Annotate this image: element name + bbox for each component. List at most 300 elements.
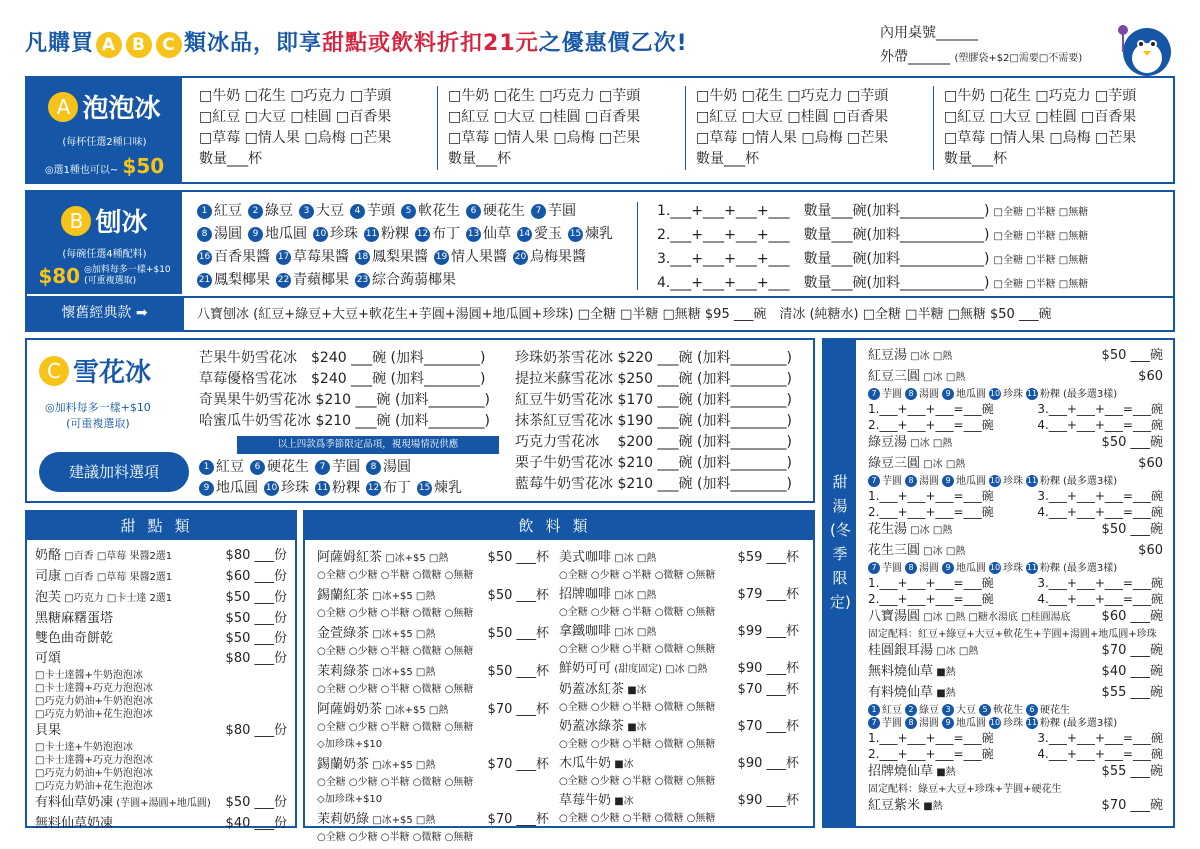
soup-option[interactable]: ■熱 — [933, 767, 956, 778]
drink-option[interactable]: □冰+$5 □熱 — [369, 591, 436, 602]
bagel-option[interactable]: □卡士達醬+巧克力泡泡冰 — [35, 755, 153, 766]
topping-item[interactable] — [568, 226, 613, 242]
soup-pick-item[interactable] — [1026, 563, 1060, 574]
shaved-snow-item[interactable]: 芒果牛奶雪花冰 $240 ___碗 (加料________) — [199, 350, 486, 366]
soup-order-line[interactable] — [868, 746, 1163, 762]
drink-option[interactable]: ■冰 — [624, 685, 647, 696]
soup-pick-item[interactable] — [1026, 389, 1060, 400]
soup-pick-row[interactable] — [868, 562, 1163, 575]
soup-price[interactable]: $50 ___碗 — [1101, 348, 1163, 363]
soup-price[interactable]: $60 — [1138, 369, 1163, 384]
soup-option[interactable]: ■熱 — [933, 667, 956, 678]
topping-label: 軟花生 — [418, 203, 460, 219]
soup-name — [868, 433, 952, 454]
section-c-title: 雪花冰 — [73, 358, 152, 388]
drink-item[interactable] — [559, 622, 799, 643]
sweetness-options[interactable]: ○全糖 ○少糖 ○半糖 ○微糖 ○無糖 — [559, 813, 716, 824]
drink-option[interactable]: □冰+$5 □熱 — [369, 760, 436, 771]
drink-price[interactable]: $99 ___杯 — [737, 624, 799, 639]
drink-price[interactable]: $70 ___杯 — [737, 682, 799, 697]
soup-item[interactable] — [868, 454, 1163, 475]
shaved-snow-item[interactable]: 奇異果牛奶雪花冰 $210 ___碗 (加料________) — [199, 392, 490, 408]
soup-option[interactable]: ■熱 — [920, 801, 943, 812]
extra-item[interactable] — [199, 480, 258, 496]
drink-option[interactable]: □冰 □熱 — [611, 553, 657, 564]
soup-item[interactable] — [868, 683, 1163, 704]
croissant-option[interactable]: □巧克力奶油+花生泡泡冰 — [35, 709, 153, 720]
extra-item[interactable] — [250, 459, 309, 475]
extra-item[interactable] — [315, 459, 360, 475]
section-c-badge: C — [39, 356, 69, 386]
soup-pick-row[interactable] — [868, 717, 1163, 730]
dessert-item[interactable] — [35, 793, 287, 814]
drink-name — [559, 548, 656, 569]
drink-item[interactable] — [317, 755, 549, 776]
order-qty[interactable]: 數量___碗(加料____________) — [803, 251, 990, 267]
soup-price[interactable]: $60 — [1138, 543, 1163, 558]
drink-item[interactable] — [317, 810, 549, 831]
soup-item[interactable] — [868, 367, 1163, 388]
soup-order-combo[interactable]: 2.___+___+___=___碗 — [868, 418, 994, 432]
soup-pick-item[interactable] — [868, 705, 902, 716]
soup-pick-item[interactable] — [979, 705, 1023, 716]
soup-pick-label: 紅豆 — [882, 705, 902, 716]
drink-item[interactable] — [559, 754, 799, 775]
drink-name — [317, 700, 448, 721]
dessert-item[interactable] — [35, 567, 287, 588]
dessert-item[interactable] — [35, 588, 287, 609]
sweetness-options[interactable]: ○全糖 ○少糖 ○半糖 ○微糖 ○無糖 — [559, 570, 716, 581]
soup-price[interactable]: $70 ___碗 — [1101, 643, 1163, 658]
order-combo[interactable]: 1.___+___+___+___ — [657, 203, 790, 219]
soup-pick-item[interactable] — [989, 476, 1023, 487]
soup-item[interactable] — [868, 607, 1163, 628]
drink-item[interactable] — [559, 659, 799, 680]
soup-pick-item[interactable] — [905, 718, 939, 729]
pearl-addon[interactable]: ◇加珍珠+$10 — [317, 794, 383, 805]
soup-pick-item[interactable] — [905, 389, 939, 400]
drink-price[interactable]: $70 ___杯 — [487, 757, 549, 772]
bagel-option[interactable]: □巧克力奶油+牛奶泡泡冰 — [35, 768, 153, 779]
topping-label: 湯圓 — [214, 226, 242, 242]
soup-pick-item[interactable] — [905, 476, 939, 487]
soup-price[interactable]: $50 ___碗 — [1101, 522, 1163, 537]
soup-pick-item[interactable] — [989, 389, 1023, 400]
soup-item[interactable] — [868, 796, 1163, 817]
flavor-row[interactable]: □草莓 □情人果 □烏梅 □芒果 — [199, 130, 392, 146]
topping-item[interactable] — [276, 272, 349, 288]
drink-item[interactable] — [559, 680, 799, 701]
drink-price[interactable]: $70 ___杯 — [487, 812, 549, 827]
drink-label: 阿薩姆紅茶 — [317, 550, 383, 565]
order-combo[interactable]: 4.___+___+___+___ — [657, 275, 790, 291]
flavor-row[interactable]: □牛奶 □花生 □巧克力 □芋頭 — [199, 88, 392, 104]
soup-pick-item[interactable] — [868, 718, 902, 729]
soup-label: 花生三圓 — [868, 543, 921, 558]
drink-price[interactable]: $79 ___杯 — [737, 587, 799, 602]
soup-order-combo[interactable]: 1.___+___+___=___碗 — [868, 489, 994, 503]
drink-price[interactable]: $50 ___杯 — [487, 626, 549, 641]
soup-pick-note: (最多選3樣) — [1063, 476, 1118, 487]
soup-order-combo[interactable]: 4.___+___+___=___碗 — [1037, 505, 1163, 519]
soup-item[interactable] — [868, 346, 1163, 367]
flavor-row[interactable]: 數量___杯 — [944, 151, 1007, 167]
drink-item[interactable] — [559, 548, 799, 569]
sugar-options[interactable]: □全糖 □半糖 □無糖 — [993, 207, 1089, 218]
drink-name — [559, 680, 647, 701]
soup-order-combo[interactable]: 3.___+___+___=___碗 — [1037, 576, 1163, 590]
sweetness-options[interactable]: ○全糖 ○少糖 ○半糖 ○微糖 ○無糖 — [317, 646, 474, 657]
drink-option[interactable]: ■冰 — [611, 759, 634, 770]
extra-number: 8 — [366, 460, 381, 475]
soup-pick-item[interactable] — [942, 563, 986, 574]
order-line[interactable] — [657, 272, 1088, 296]
drink-option[interactable]: □冰+$5 □熱 — [382, 705, 449, 716]
dessert-item[interactable] — [35, 609, 287, 629]
order-line[interactable] — [657, 224, 1088, 248]
order-line[interactable] — [657, 200, 1088, 224]
drink-option[interactable]: □冰+$5 □熱 — [369, 629, 436, 640]
topping-item[interactable] — [299, 203, 344, 219]
extra-item[interactable] — [315, 480, 360, 496]
flavor-row[interactable]: □草莓 □情人果 □烏梅 □芒果 — [944, 130, 1137, 146]
soup-order-combo[interactable]: 2.___+___+___=___碗 — [868, 505, 994, 519]
dessert-price[interactable]: $80 ___份 — [225, 548, 287, 563]
dessert-item[interactable] — [35, 649, 287, 669]
shaved-snow-item[interactable]: 抹茶紅豆雪花冰 $190 ___碗 (加料________) — [515, 413, 792, 429]
drink-option[interactable]: □冰+$5 □熱 — [369, 667, 436, 678]
topping-item[interactable] — [466, 226, 511, 242]
flavor-group[interactable] — [199, 86, 391, 170]
drink-price[interactable]: $90 ___杯 — [737, 661, 799, 676]
drink-label: 招牌咖啡 — [559, 587, 612, 602]
soup-order-combo[interactable]: 3.___+___+___=___碗 — [1037, 731, 1163, 745]
soup-order-combo[interactable]: 3.___+___+___=___碗 — [1037, 402, 1163, 416]
soup-pick-item[interactable] — [942, 476, 986, 487]
soup-pick-item[interactable] — [989, 718, 1023, 729]
sugar-options[interactable]: □全糖 □半糖 □無糖 — [993, 279, 1089, 290]
sweetness-options[interactable]: ○全糖 ○少糖 ○半糖 ○微糖 ○無糖 — [317, 608, 474, 619]
flavor-group[interactable] — [933, 86, 1136, 170]
soup-label: 招牌燒仙草 — [868, 764, 934, 779]
soup-pick-item[interactable] — [1026, 705, 1070, 716]
drink-price[interactable]: $90 ___杯 — [737, 756, 799, 771]
soup-option[interactable]: □冰 □熱 — [920, 546, 966, 557]
dessert-price[interactable]: $50 ___份 — [225, 590, 287, 605]
flavor-row[interactable]: □牛奶 □花生 □巧克力 □芋頭 — [944, 88, 1137, 104]
drink-option[interactable]: □冰+$5 □熱 — [369, 815, 436, 826]
soup-price[interactable]: $60 ___碗 — [1101, 609, 1163, 624]
soup-pick-item[interactable] — [868, 389, 902, 400]
soup-pick-row[interactable] — [868, 388, 1163, 401]
flavor-row[interactable]: □紅豆 □大豆 □桂圓 □百香果 — [696, 109, 889, 125]
flavor-row[interactable]: 數量___杯 — [448, 151, 511, 167]
topping-item[interactable] — [401, 203, 460, 219]
soup-option[interactable]: □冰 □熱 — [907, 525, 953, 536]
soup-price[interactable]: $55 ___碗 — [1101, 764, 1163, 779]
sweetness-options[interactable]: ○全糖 ○少糖 ○半糖 ○微糖 ○無糖 — [317, 684, 474, 695]
soup-order-combo[interactable]: 4.___+___+___=___碗 — [1037, 592, 1163, 606]
extra-number: 1 — [199, 460, 214, 475]
drink-price[interactable]: $50 ___杯 — [487, 550, 549, 565]
topping-item[interactable] — [313, 226, 358, 242]
topping-item[interactable] — [517, 226, 562, 242]
drink-price[interactable]: $70 ___杯 — [737, 719, 799, 734]
soup-option[interactable]: □冰 □熱 — [907, 438, 953, 449]
dessert-price[interactable]: $60 ___份 — [225, 569, 287, 584]
shaved-snow-item[interactable]: 哈蜜瓜牛奶雪花冰 $210 ___碗 (加料________) — [199, 413, 490, 429]
sugar-options[interactable]: □全糖 □半糖 □無糖 — [993, 255, 1089, 266]
soup-item[interactable] — [868, 520, 1163, 541]
drink-price[interactable]: $50 ___杯 — [487, 588, 549, 603]
extra-item[interactable] — [366, 480, 411, 496]
shaved-snow-item[interactable]: 栗子牛奶雪花冰 $210 ___碗 (加料________) — [515, 455, 792, 471]
drink-item[interactable] — [559, 717, 799, 738]
drink-option[interactable]: (甜度固定) □冰 □熱 — [611, 664, 708, 675]
soup-pick-label: 湯圓 — [919, 563, 939, 574]
order-qty[interactable]: 數量___碗(加料____________) — [803, 275, 990, 291]
sweetness-options[interactable]: ○全糖 ○少糖 ○半糖 ○微糖 ○無糖 — [559, 739, 716, 750]
soup-price[interactable]: $55 ___碗 — [1101, 685, 1163, 700]
sweetness-options[interactable]: ○全糖 ○少糖 ○半糖 ○微糖 ○無糖 — [317, 722, 474, 733]
drink-option[interactable]: ■冰 — [624, 722, 647, 733]
flavor-row[interactable]: 數量___杯 — [696, 151, 759, 167]
flavor-row[interactable]: □牛奶 □花生 □巧克力 □芋頭 — [696, 88, 889, 104]
drink-price[interactable]: $50 ___杯 — [487, 664, 549, 679]
drink-item[interactable] — [317, 548, 549, 569]
drink-item[interactable] — [317, 700, 549, 721]
soup-order-combo[interactable]: 2.___+___+___=___碗 — [868, 747, 994, 761]
soup-pick-item[interactable] — [942, 718, 986, 729]
drink-option[interactable]: ■冰 — [611, 796, 634, 807]
drink-name — [559, 717, 647, 738]
topping-number: 17 — [276, 250, 291, 265]
dessert-price[interactable]: $50 ___份 — [225, 795, 287, 810]
soup-pick-note: (最多選3樣) — [1063, 389, 1118, 400]
topping-item[interactable] — [364, 226, 409, 242]
soup-item[interactable] — [868, 433, 1163, 454]
shaved-snow-item[interactable]: 提拉米蘇雪花冰 $250 ___碗 (加料________) — [515, 371, 792, 387]
drink-price[interactable]: $90 ___杯 — [737, 793, 799, 808]
dessert-label: 黑糖麻糬蛋塔 — [35, 611, 114, 626]
soup-order-line[interactable] — [868, 591, 1163, 607]
topping-item[interactable] — [531, 203, 576, 219]
sweetness-options[interactable]: ○全糖 ○少糖 ○半糖 ○微糖 ○無糖 — [317, 777, 474, 788]
soup-pick-number: 9 — [942, 562, 954, 574]
flavor-row[interactable]: □紅豆 □大豆 □桂圓 □百香果 — [199, 109, 392, 125]
sugar-options[interactable]: □全糖 □半糖 □無糖 — [993, 231, 1089, 242]
soup-order-combo[interactable]: 1.___+___+___=___碗 — [868, 576, 994, 590]
topping-item[interactable] — [276, 249, 349, 265]
soup-pick-item[interactable] — [868, 563, 902, 574]
soup-order-line[interactable] — [868, 488, 1163, 504]
soup-order-line[interactable] — [868, 730, 1163, 746]
topping-label: 珍珠 — [330, 226, 358, 242]
pearl-addon[interactable]: ◇加珍珠+$10 — [317, 739, 383, 750]
topping-item[interactable] — [350, 203, 395, 219]
soup-pick-item[interactable] — [1026, 718, 1060, 729]
topping-label: 煉乳 — [585, 226, 613, 242]
topping-item[interactable] — [415, 226, 460, 242]
flavor-row[interactable]: 數量___杯 — [199, 151, 262, 167]
order-qty[interactable]: 數量___碗(加料____________) — [803, 203, 990, 219]
bagel-option[interactable]: □巧克力奶油+花生泡泡冰 — [35, 781, 153, 792]
soup-item[interactable] — [868, 541, 1163, 562]
dessert-label: 奶酪 — [35, 548, 62, 563]
drink-label: 木瓜牛奶 — [559, 756, 612, 771]
shaved-snow-item[interactable]: 巧克力雪花冰 $200 ___碗 (加料________) — [515, 434, 792, 450]
shaved-snow-item[interactable]: 藍莓牛奶雪花冰 $210 ___碗 (加料________) — [515, 476, 792, 492]
dessert-option[interactable]: □百香 □草莓 果醬2選1 — [61, 572, 173, 583]
dessert-option[interactable]: (芋圓+湯圓+地瓜圓) — [113, 798, 211, 809]
dessert-price[interactable]: $50 ___份 — [225, 631, 287, 646]
drink-item[interactable] — [559, 791, 799, 812]
soup-pick-item[interactable] — [905, 705, 939, 716]
topping-item[interactable] — [466, 203, 525, 219]
bag-note[interactable]: (塑膠袋+$2□需要□不需要) — [954, 53, 1083, 64]
extra-item[interactable] — [366, 459, 411, 475]
soup-option[interactable]: □冰 □熱 — [920, 459, 966, 470]
sweetness-options[interactable]: ○全糖 ○少糖 ○半糖 ○微糖 ○無糖 — [559, 702, 716, 713]
dessert-price[interactable]: $80 ___份 — [225, 651, 287, 666]
dessert-option[interactable]: □巧克力 □卡士達 2選1 — [61, 593, 173, 604]
sweetness-options[interactable]: ○全糖 ○少糖 ○半糖 ○微糖 ○無糖 — [559, 644, 716, 655]
extra-item[interactable] — [199, 459, 244, 475]
topping-item[interactable] — [248, 203, 293, 219]
drink-price[interactable]: $70 ___杯 — [487, 702, 549, 717]
sweetness-options[interactable]: ○全糖 ○少糖 ○半糖 ○微糖 ○無糖 — [317, 832, 474, 843]
order-qty[interactable]: 數量___碗(加料____________) — [803, 227, 990, 243]
drink-label: 草莓牛奶 — [559, 793, 612, 808]
flavor-group[interactable] — [437, 86, 640, 170]
shaved-snow-item[interactable]: 紅豆牛奶雪花冰 $170 ___碗 (加料________) — [515, 392, 792, 408]
soup-order-combo[interactable]: 3.___+___+___=___碗 — [1037, 489, 1163, 503]
order-combo[interactable]: 3.___+___+___+___ — [657, 251, 790, 267]
desserts-title: 甜點類 — [27, 512, 295, 540]
extra-item[interactable] — [417, 480, 462, 496]
section-b-price: $80 — [38, 264, 81, 288]
topping-item[interactable] — [355, 249, 428, 265]
sweetness-options[interactable]: ○全糖 ○少糖 ○半糖 ○微糖 ○無糖 — [559, 607, 716, 618]
sweetness-options[interactable]: ○全糖 ○少糖 ○半糖 ○微糖 ○無糖 — [559, 776, 716, 787]
flavor-row[interactable]: □草莓 □情人果 □烏梅 □芒果 — [696, 130, 889, 146]
soup-pick-row[interactable] — [868, 704, 1163, 717]
soup-order-line[interactable] — [868, 401, 1163, 417]
dessert-item[interactable] — [35, 814, 287, 834]
flavor-row[interactable]: □草莓 □情人果 □烏梅 □芒果 — [448, 130, 641, 146]
drink-option[interactable]: □冰 □熱 — [611, 627, 657, 638]
topping-item[interactable] — [197, 249, 270, 265]
soup-pick-item[interactable] — [989, 563, 1023, 574]
flavor-row[interactable]: □紅豆 □大豆 □桂圓 □百香果 — [448, 109, 641, 125]
dessert-item[interactable] — [35, 546, 287, 567]
drink-label: 奶蓋冰綠茶 — [559, 719, 625, 734]
soup-option[interactable]: □冰 □熱 — [907, 351, 953, 362]
flavor-group[interactable] — [685, 86, 888, 170]
drink-item[interactable] — [317, 586, 549, 607]
drink-option[interactable]: □冰 □熱 — [611, 590, 657, 601]
topping-number: 1 — [197, 204, 212, 219]
dessert-option[interactable]: □百香 □草莓 果醬2選1 — [61, 551, 173, 562]
soup-order-line[interactable] — [868, 417, 1163, 433]
order-combo[interactable]: 2.___+___+___+___ — [657, 227, 790, 243]
soup-order-combo[interactable]: 1.___+___+___=___碗 — [868, 731, 994, 745]
topping-item[interactable] — [355, 272, 456, 288]
soup-pick-label: 芋圓 — [882, 718, 902, 729]
soup-price[interactable]: $60 — [1138, 456, 1163, 471]
dine-in-field[interactable]: 內用桌號______ — [880, 25, 978, 41]
croissant-option[interactable]: □巧克力奶油+牛奶泡泡冰 — [35, 696, 153, 707]
extra-item[interactable] — [264, 480, 309, 496]
bagel-option[interactable]: □卡士達+牛奶泡泡冰 — [35, 742, 133, 753]
soup-option[interactable]: □冰 □熱 — [920, 372, 966, 383]
soup-price[interactable]: $40 ___碗 — [1101, 664, 1163, 679]
flavor-row[interactable]: □紅豆 □大豆 □桂圓 □百香果 — [944, 109, 1137, 125]
drink-item[interactable] — [317, 662, 549, 683]
soup-price[interactable]: $50 ___碗 — [1101, 435, 1163, 450]
soup-order-combo[interactable]: 4.___+___+___=___碗 — [1037, 747, 1163, 761]
soup-order-combo[interactable]: 1.___+___+___=___碗 — [868, 402, 994, 416]
soup-option[interactable]: ■熱 — [933, 688, 956, 699]
dessert-price[interactable]: $40 ___份 — [225, 816, 287, 831]
order-line[interactable] — [657, 248, 1088, 272]
flavor-row[interactable]: □牛奶 □花生 □巧克力 □芋頭 — [448, 88, 641, 104]
soup-order-combo[interactable]: 4.___+___+___=___碗 — [1037, 418, 1163, 432]
soup-item[interactable] — [868, 641, 1163, 662]
dessert-item[interactable] — [35, 629, 287, 649]
soup-price[interactable]: $70 ___碗 — [1101, 798, 1163, 813]
classic-items[interactable]: 八寶刨冰 (紅豆+綠豆+大豆+軟花生+芋圓+湯圓+地瓜圓+珍珠) □全糖 □半糖 □無糖 $95 ___碗 清冰 (純糖水) □全糖 □半糖 □無糖 $50 ___碗 — [197, 307, 1052, 322]
soup-order-line[interactable] — [868, 504, 1163, 520]
shaved-snow-item[interactable]: 草莓優格雪花冰 $240 ___碗 (加料________) — [199, 371, 486, 387]
topping-item[interactable] — [197, 226, 242, 242]
soup-pick-item[interactable] — [905, 563, 939, 574]
soup-item[interactable] — [868, 762, 1163, 783]
dessert-price[interactable]: $50 ___份 — [225, 611, 287, 626]
drink-price[interactable]: $59 ___杯 — [737, 550, 799, 565]
soup-pick-item[interactable] — [942, 705, 976, 716]
sweetness-options[interactable]: ○全糖 ○少糖 ○半糖 ○微糖 ○無糖 — [317, 570, 474, 581]
drink-name — [559, 622, 656, 643]
soup-order-line[interactable] — [868, 575, 1163, 591]
soup-option[interactable]: □冰 □熱 — [933, 646, 979, 657]
topping-item[interactable] — [248, 226, 307, 242]
topping-item[interactable] — [513, 249, 586, 265]
drink-item[interactable] — [317, 624, 549, 645]
topping-item[interactable] — [434, 249, 507, 265]
topping-item[interactable] — [197, 203, 242, 219]
soup-pick-row[interactable] — [868, 475, 1163, 488]
soup-item[interactable] — [868, 662, 1163, 683]
dessert-item[interactable] — [35, 721, 287, 741]
dessert-name — [35, 546, 172, 567]
dessert-price[interactable]: $80 ___份 — [225, 723, 287, 738]
topping-item[interactable] — [197, 272, 270, 288]
soup-pick-item[interactable] — [1026, 476, 1060, 487]
soup-order-combo[interactable]: 2.___+___+___=___碗 — [868, 592, 994, 606]
croissant-option[interactable]: □卡士達醬+巧克力泡泡冰 — [35, 683, 153, 694]
drink-item[interactable] — [559, 585, 799, 606]
drink-option[interactable]: □冰+$5 □熱 — [382, 553, 449, 564]
croissant-option[interactable]: □卡士達醬+牛奶泡泡冰 — [35, 670, 143, 681]
soup-option[interactable]: □冰 □熱 □糖水湯底 □桂圓湯底 — [920, 612, 1071, 623]
topping-number: 4 — [350, 204, 365, 219]
shaved-snow-item[interactable]: 珍珠奶茶雪花冰 $220 ___碗 (加料________) — [515, 350, 792, 366]
takeout-field[interactable] — [880, 46, 1082, 66]
soup-pick-item[interactable] — [868, 476, 902, 487]
soup-name — [868, 607, 1071, 628]
soup-pick-item[interactable] — [942, 389, 986, 400]
